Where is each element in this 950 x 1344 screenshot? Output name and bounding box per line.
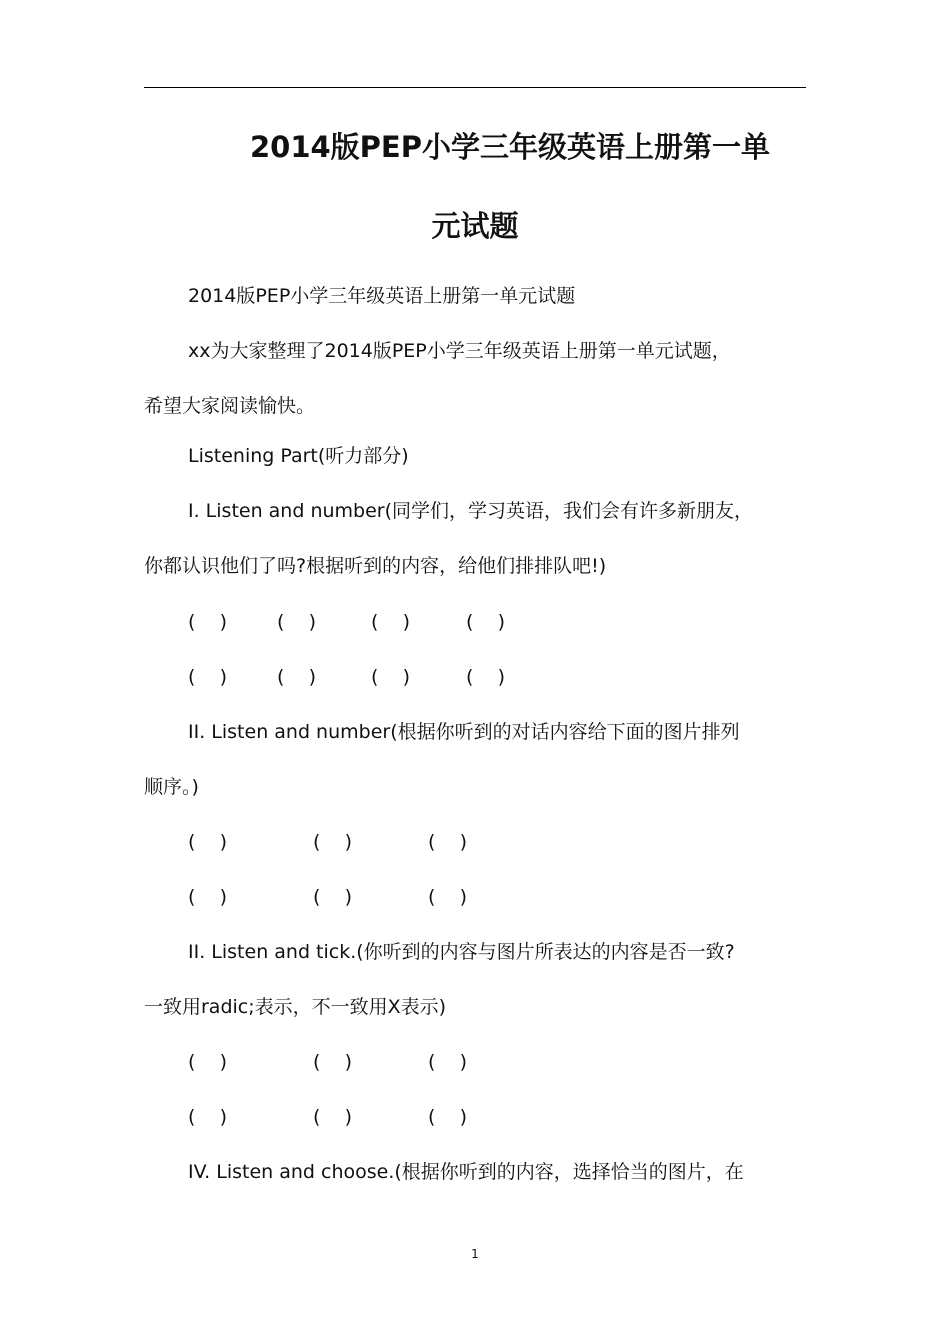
answer-blank: ( ) — [428, 886, 467, 908]
page-number: 1 — [471, 1247, 479, 1261]
subtitle-paragraph: 2014版PEP小学三年级英语上册第一单元试题 — [188, 285, 576, 307]
question-4-line-1: IV. Listen and choose.(根据你听到的内容，选择恰当的图片，在 — [188, 1161, 744, 1183]
question-2-line-1: II. Listen and number(根据你听到的对话内容给下面的图片排列 — [188, 721, 740, 743]
document-title-line-2: 元试题 — [431, 209, 519, 243]
header-rule — [144, 87, 806, 88]
answer-blank: ( ) — [313, 1051, 352, 1073]
answer-blank: ( ) — [188, 1051, 227, 1073]
question-3-line-2: 一致用radic;表示，不一致用X表示) — [144, 996, 447, 1018]
answer-blank: ( ) — [313, 886, 352, 908]
answer-blank: ( ) — [428, 1106, 467, 1128]
answer-blank: ( ) — [313, 1106, 352, 1128]
answer-blank: ( ) — [428, 831, 467, 853]
answer-blank: ( ) — [466, 611, 505, 633]
document-title-line-1: 2014版PEP小学三年级英语上册第一单 — [249, 130, 771, 164]
answer-blank: ( ) — [188, 611, 227, 633]
question-3-line-1: II. Listen and tick.(你听到的内容与图片所表达的内容是否一致? — [188, 941, 735, 963]
answer-blank: ( ) — [371, 666, 410, 688]
answer-blank: ( ) — [466, 666, 505, 688]
answer-blank: ( ) — [371, 611, 410, 633]
answer-blank: ( ) — [188, 1106, 227, 1128]
answer-blank: ( ) — [188, 886, 227, 908]
answer-blank: ( ) — [188, 831, 227, 853]
answer-blank: ( ) — [188, 666, 227, 688]
answer-blank: ( ) — [313, 831, 352, 853]
question-1-line-1: I. Listen and number(同学们，学习英语，我们会有许多新朋友， — [188, 500, 754, 522]
listening-heading: Listening Part(听力部分) — [188, 445, 409, 467]
answer-blank: ( ) — [277, 611, 316, 633]
question-2-line-2: 顺序。) — [144, 776, 199, 798]
intro-line-2: 希望大家阅读愉快。 — [144, 395, 316, 417]
intro-line-1: xx为大家整理了2014版PEP小学三年级英语上册第一单元试题， — [188, 340, 731, 362]
answer-blank: ( ) — [428, 1051, 467, 1073]
question-1-line-2: 你都认识他们了吗?根据听到的内容，给他们排排队吧!) — [144, 555, 607, 577]
answer-blank: ( ) — [277, 666, 316, 688]
